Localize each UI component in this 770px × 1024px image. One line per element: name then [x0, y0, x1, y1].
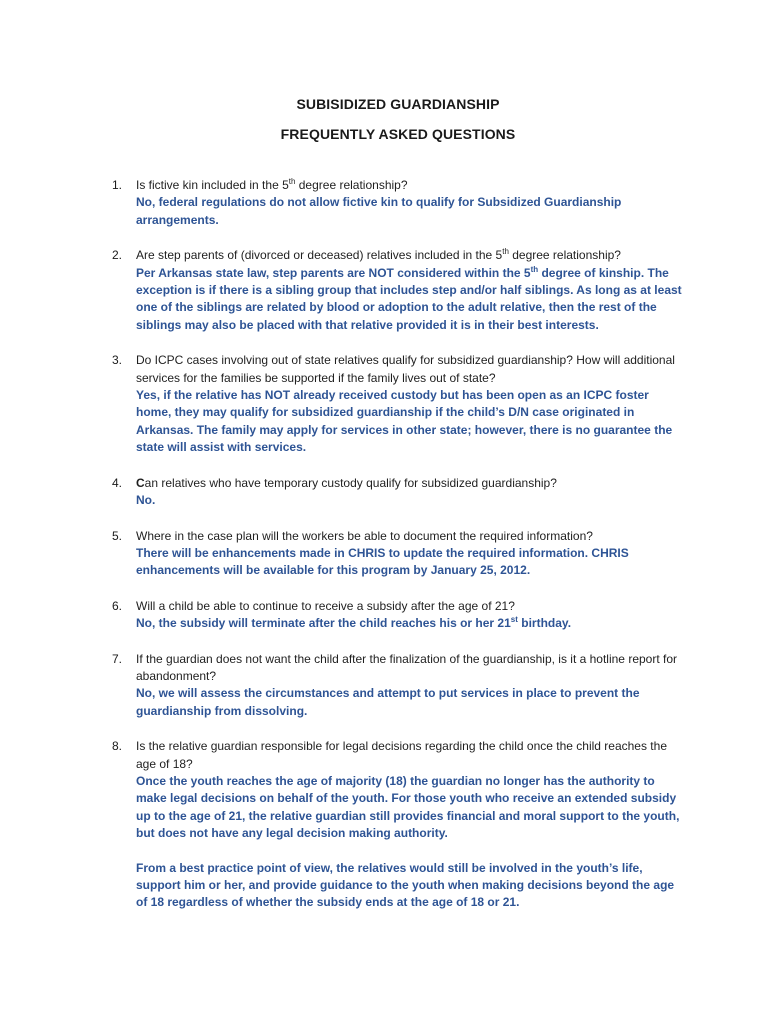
question-5: Where in the case plan will the workers be able to document the required information?	[136, 528, 593, 543]
answer-text: birthday.	[517, 616, 572, 631]
item-number: 4.	[112, 475, 123, 490]
faq-item-3	[112, 352, 684, 456]
faq-item-7	[112, 651, 684, 721]
superscript: st	[510, 615, 518, 625]
item-number: 1.	[112, 178, 123, 192]
question-3: Do ICPC cases involving out of state relatives qualify for subsidized guardianship? How will additional services for the families be supported if the family lives out of state?	[136, 353, 675, 385]
question-text: degree relationship?	[295, 178, 408, 192]
answer-1: No, federal regulations do not allow fictive kin to qualify for Subsidized Guardianship arrangements.	[136, 195, 622, 227]
faq-item-4	[112, 475, 684, 510]
item-number: 2.	[112, 248, 123, 263]
faq-item-8	[112, 738, 684, 912]
item-number: 8.	[112, 739, 123, 754]
answer-text: Per Arkansas state law, step parents are NOT considered within the 5	[136, 265, 531, 280]
answer-6	[136, 615, 684, 632]
answer-8: Once the youth reaches the age of majority (18) the guardian no longer has the authority to make legal decisions on behalf of the youth. For those youth who receive an extended subsidy up to the age of 21, the relative guardian still provides financial and moral support to the youth, but does not have any legal decision making authority.	[136, 773, 680, 841]
superscript: th	[288, 177, 296, 186]
faq-item-2	[112, 247, 684, 334]
question-2	[136, 247, 684, 264]
faq-item-5	[112, 528, 684, 580]
question-4	[136, 475, 684, 492]
question-text: degree relationship?	[508, 248, 621, 263]
document-header	[112, 0, 684, 143]
superscript: th	[502, 247, 509, 257]
question-text: Are step parents of (divorced or deceased) relatives included in the 5	[136, 248, 503, 263]
question-8: Is the relative guardian responsible for legal decisions regarding the child once the child reaches the age of 18?	[136, 739, 667, 771]
question-text: Is fictive kin included in the 5	[136, 178, 289, 192]
answer-text: degree of kinship. The exception is if there is a sibling group that includes step and/or half siblings. As long as at least one of the siblings are related by blood or adoption to the adult relative, then the rest of the siblings may also be placed with that relative provided it is in their best interests.	[136, 265, 682, 332]
item-number: 7.	[112, 651, 123, 666]
document-subtitle: FREQUENTLY ASKED QUESTIONS	[280, 126, 516, 142]
question-text: an relatives who have temporary custody qualify for subsidized guardianship?	[144, 475, 557, 490]
superscript: th	[530, 264, 539, 274]
document-title: SUBISIDIZED GUARDIANSHIP	[296, 96, 500, 112]
answer-2	[136, 265, 684, 335]
question-7: If the guardian does not want the child after the finalization of the guardianship, is it a hotline report for abandonment?	[136, 651, 678, 683]
question-6: Will a child be able to continue to receive a subsidy after the age of 21?	[136, 598, 515, 613]
answer-4: No.	[136, 493, 156, 508]
faq-item-1	[112, 177, 684, 229]
faq-item-6	[112, 598, 684, 633]
item-number: 5.	[112, 528, 123, 543]
question-text: C	[136, 475, 145, 490]
answer-5: There will be enhancements made in CHRIS to update the required information. CHRIS enhancements will be available for this program by January 25, 2012.	[136, 545, 629, 578]
answer-3: Yes, if the relative has NOT already received custody but has been open as an ICPC foster home, they may qualify for subsidized guardianship if the child’s D/N case originated in Arkansas. The family may apply for services in other state; however, there is no guarantee the state will assist with services.	[136, 388, 673, 455]
faq-list	[112, 177, 684, 912]
question-1	[136, 177, 684, 194]
item-number: 3.	[112, 353, 123, 368]
answer-7: No, we will assess the circumstances and attempt to put services in place to prevent the guardianship from dissolving.	[136, 686, 640, 718]
item-number: 6.	[112, 598, 123, 613]
answer-text: No, the subsidy will terminate after the child reaches his or her 21	[136, 616, 511, 631]
answer-8-paragraph-2: From a best practice point of view, the relatives would still be involved in the youth’s life, support him or her, and provide guidance to the youth when making decisions beyond the age of 18 regardless of whether the subsidy ends at the age of 18 or 21.	[136, 860, 675, 910]
